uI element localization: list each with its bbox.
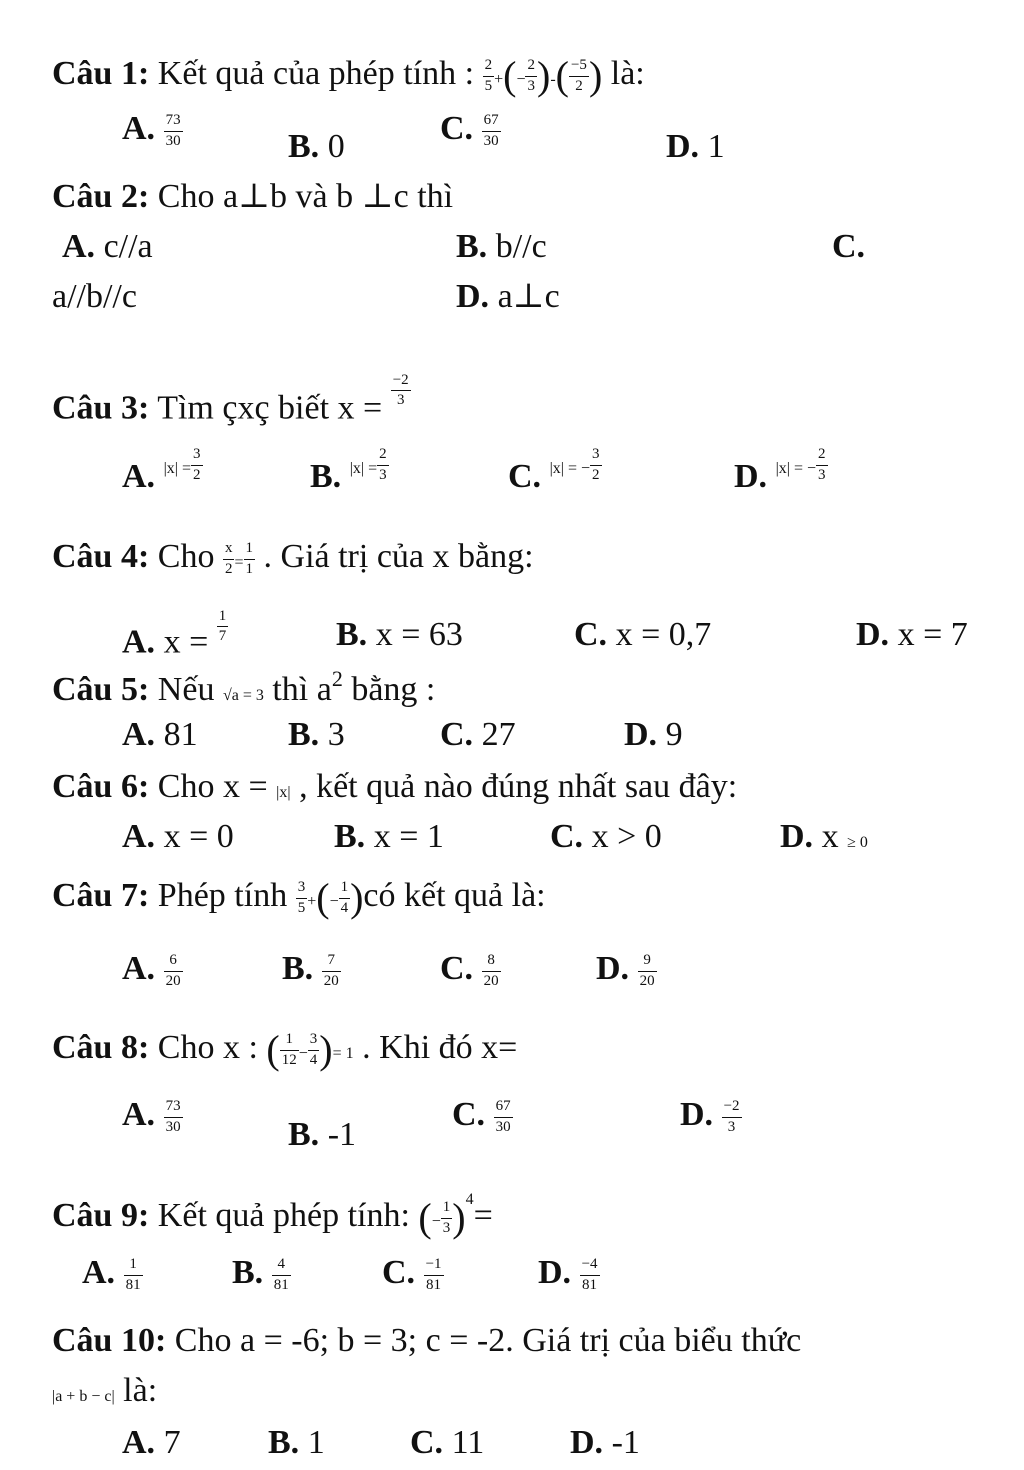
option-a[interactable]: A. x = $\frac{1}{7}$ [122, 608, 227, 661]
option-a[interactable]: A. 7 [122, 1424, 181, 1461]
option-b[interactable]: B. |x| = $\frac{2}{3}$ [310, 446, 387, 495]
option-c[interactable]: C. x = 0,7 [574, 616, 712, 653]
option-d[interactable]: D. $\frac{-4}{81}$ [538, 1254, 598, 1293]
option-b[interactable]: B. 1 [268, 1424, 325, 1461]
question-1: Câu 1: Kết quả của phép tính : $\frac{2}{5}$ +(− $\frac{2}{3}$ )-( $\frac{-5}{2}$ ) là: [52, 53, 645, 98]
question-10: Câu 10: Cho a = -6; b = 3; c = -2. Giá trị của biểu thức [52, 1322, 802, 1359]
option-d[interactable]: D. x = 7 [856, 616, 968, 653]
option-c[interactable]: C. [832, 228, 866, 265]
option-b[interactable]: B. x = 63 [336, 616, 463, 653]
option-d[interactable]: D. 1 [666, 128, 725, 165]
question-2: Câu 2: Cho a⊥b và b ⊥c thì [52, 178, 454, 215]
question-6: Câu 6: Cho x = |x| , kết quả nào đúng nhất sau đây: [52, 768, 738, 805]
question-text: Kết quả của phép tính : [157, 54, 475, 92]
question-9: Câu 9: Kết quả phép tính: (− $\frac{1}{3}$ )$^4$= [52, 1191, 493, 1241]
option-c[interactable]: C. 11 [410, 1424, 485, 1461]
option-c[interactable]: C. $\frac{-1}{81}$ [382, 1254, 442, 1293]
question-8: Câu 8: Cho x : ( $\frac{1}{12}$ − $\frac{3}{4}$ )= 1 . Khi đó x= [52, 1027, 518, 1072]
option-d[interactable]: D. 9 [624, 716, 683, 753]
question-label: Câu 1: [52, 54, 150, 92]
question-5: Câu 5: Nếu √a = 3 thì $a^2$ bằng : [52, 666, 436, 708]
option-c-value: a//b//c [52, 278, 137, 315]
option-b[interactable]: B. 3 [288, 716, 345, 753]
fraction: $\frac{2}{3}$ [527, 57, 535, 94]
option-a[interactable]: A. $\frac{73}{30}$ [122, 110, 181, 149]
option-b[interactable]: B. $\frac{7}{20}$ [282, 950, 339, 989]
option-a[interactable]: A. 81 [122, 716, 198, 753]
option-d[interactable]: D. |x| = − $\frac{2}{3}$ [734, 446, 826, 495]
option-c[interactable]: C. $\frac{8}{20}$ [440, 950, 499, 989]
option-d[interactable]: D. a⊥c [456, 278, 560, 315]
question-7: Câu 7: Phép tính $\frac{3}{5}$ +(− $\frac{1}{4}$ )có kết quả là: [52, 875, 546, 920]
fraction: $\frac{2}{5}$ [484, 57, 493, 94]
option-b[interactable]: B. -1 [288, 1116, 357, 1153]
option-a[interactable]: A. $\frac{73}{30}$ [122, 1096, 181, 1135]
option-c[interactable]: C. 27 [440, 716, 516, 753]
option-d[interactable]: D. $\frac{-2}{3}$ [680, 1096, 740, 1135]
option-d[interactable]: D. -1 [570, 1424, 640, 1461]
option-c[interactable]: C. $\frac{67}{30}$ [452, 1096, 511, 1135]
option-c[interactable]: C. $\frac{67}{30}$ [440, 110, 499, 149]
question-3: Câu 3: Tìm çxç biết x = $\frac{-2}{3}$ [52, 372, 409, 427]
question-10-expr: |a + b − c| là: [52, 1372, 158, 1409]
option-a[interactable]: A. $\frac{1}{81}$ [82, 1254, 141, 1293]
option-a[interactable]: A. c//a [62, 228, 153, 265]
option-a[interactable]: A. x = 0 [122, 818, 234, 855]
option-d[interactable]: D. $\frac{9}{20}$ [596, 950, 655, 989]
fraction: $\frac{-5}{2}$ [570, 57, 587, 94]
option-b[interactable]: B. $\frac{4}{81}$ [232, 1254, 289, 1293]
option-a[interactable]: A. $\frac{6}{20}$ [122, 950, 181, 989]
option-b[interactable]: B. b//c [456, 228, 547, 265]
option-a[interactable]: A. |x| = $\frac{3}{2}$ [122, 446, 201, 495]
option-d[interactable]: D. x ≥ 0 [780, 818, 868, 855]
option-c[interactable]: C. x > 0 [550, 818, 662, 855]
option-c[interactable]: C. |x| = − $\frac{3}{2}$ [508, 446, 600, 495]
option-b[interactable]: B. x = 1 [334, 818, 444, 855]
question-tail: là: [610, 54, 645, 92]
option-b[interactable]: B. 0 [288, 128, 345, 165]
question-4: Câu 4: Cho $\frac{x}{2}$ = $\frac{1}{1}$ . Giá trị của x bằng: [52, 538, 534, 577]
